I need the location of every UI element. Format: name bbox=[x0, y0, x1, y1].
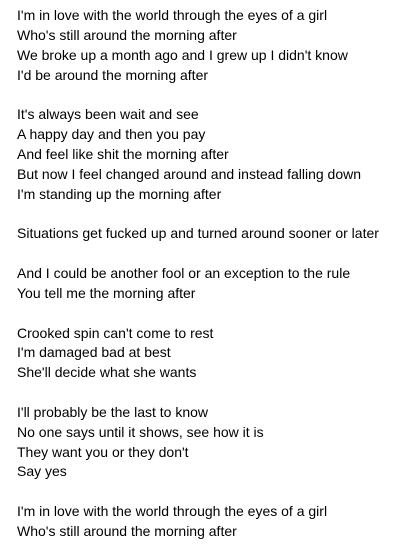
lyric-line: A happy day and then you pay bbox=[17, 126, 206, 143]
stanza-2 bbox=[17, 105, 379, 204]
stanza-5 bbox=[17, 324, 379, 384]
lyric-line: And I could be another fool or an exception to the rule bbox=[17, 264, 351, 281]
lyric-line: They want you or they don't bbox=[17, 443, 189, 460]
lyric-line: I'm in love with the world through the eyes of a girl bbox=[17, 7, 328, 23]
lyric-line: Situations get fucked up and turned around sooner or later bbox=[17, 225, 379, 242]
lyric-line: You tell me the morning after bbox=[17, 284, 196, 301]
lyric-line: Say yes bbox=[17, 463, 67, 480]
stanza-3 bbox=[17, 224, 379, 244]
lyric-line: I'll probably be the last to know bbox=[17, 403, 209, 420]
lyric-line: No one says until it shows, see how it is bbox=[17, 423, 264, 440]
lyric-line: Crooked spin can't come to rest bbox=[17, 324, 214, 341]
lyric-line: I'm damaged bad at best bbox=[17, 344, 171, 361]
lyric-line: I'd be around the morning after bbox=[17, 66, 209, 83]
lyric-line: It's always been wait and see bbox=[17, 106, 199, 123]
lyric-line: Who's still around the morning after bbox=[17, 26, 237, 43]
lyric-line: We broke up a month ago and I grew up I didn't know bbox=[17, 46, 348, 63]
lyric-line: I'm in love with the world through the eyes of a girl bbox=[17, 503, 328, 520]
stanza-6 bbox=[17, 403, 379, 482]
lyric-line: Who's still around the morning after bbox=[17, 522, 237, 539]
lyrics-text bbox=[17, 6, 379, 542]
lyric-line: I'm standing up the morning after bbox=[17, 185, 222, 202]
stanza-4 bbox=[17, 264, 379, 304]
lyric-line: And feel like shit the morning after bbox=[17, 145, 229, 162]
stanza-1 bbox=[17, 6, 379, 85]
stanza-7 bbox=[17, 502, 379, 542]
lyric-line: But now I feel changed around and instead falling down bbox=[17, 165, 362, 182]
lyric-line: She'll decide what she wants bbox=[17, 364, 197, 381]
